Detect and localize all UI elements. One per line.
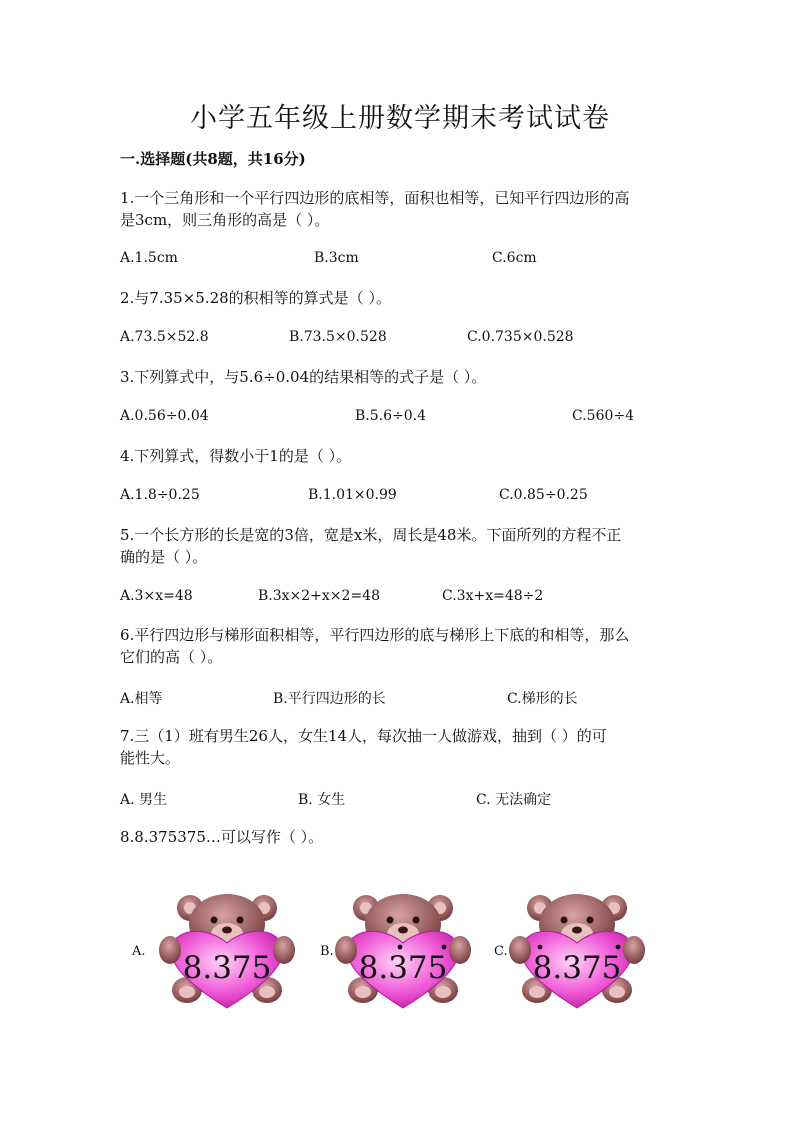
bear-eye bbox=[237, 917, 244, 924]
option-c: C.6cm bbox=[492, 250, 537, 266]
bear-paw-pad bbox=[355, 986, 371, 998]
bear-nose bbox=[398, 927, 408, 934]
bear-eye bbox=[561, 917, 568, 924]
question-text-line1: 4.下列算式，得数小于1的是（ ）。 bbox=[120, 447, 352, 465]
bear-heart-image bbox=[328, 888, 478, 1013]
question-1 bbox=[120, 187, 680, 231]
bear-eye bbox=[413, 917, 420, 924]
option-a: A.相等 bbox=[120, 691, 163, 707]
option-b: B.3x×2+x×2=48 bbox=[258, 588, 380, 604]
repeat-dot bbox=[616, 945, 621, 950]
option-a: A.1.8÷0.25 bbox=[120, 487, 200, 503]
heart-number: 8.375 bbox=[358, 950, 448, 986]
question-5 bbox=[120, 524, 680, 568]
option-a: A.73.5×52.8 bbox=[120, 329, 209, 345]
question-7 bbox=[120, 725, 680, 769]
question-text-line1: 5.一个长方形的长是宽的3倍，宽是x米，周长是48米。下面所列的方程不正 bbox=[120, 526, 622, 544]
option-c-label: C. bbox=[494, 944, 508, 959]
bear-arm-right bbox=[449, 936, 471, 964]
option-c: C.0.85÷0.25 bbox=[499, 487, 588, 503]
bear-heart-image bbox=[152, 888, 302, 1013]
bear-option-a bbox=[152, 888, 302, 1013]
option-b: B.3cm bbox=[314, 250, 359, 266]
option-b: B.5.6÷0.4 bbox=[355, 408, 426, 424]
bear-arm-right bbox=[623, 936, 645, 964]
bear-arm-right bbox=[273, 936, 295, 964]
bear-paw-pad bbox=[179, 986, 195, 998]
option-a: A.1.5cm bbox=[120, 250, 178, 266]
bear-option-c bbox=[502, 888, 652, 1013]
question-text-line2: 确的是（ ）。 bbox=[120, 548, 208, 566]
question-text-line1: 3.下列算式中，与5.6÷0.04的结果相等的式子是（ ）。 bbox=[120, 368, 487, 386]
option-a: A. 男生 bbox=[120, 792, 168, 808]
repeat-dot bbox=[442, 945, 447, 950]
option-a: A.0.56÷0.04 bbox=[120, 408, 209, 424]
bear-option-b bbox=[328, 888, 478, 1013]
heart-number: 8.375 bbox=[182, 950, 272, 986]
repeat-dot bbox=[398, 945, 403, 950]
bear-arm-left bbox=[509, 936, 531, 964]
question-text-line2: 它们的高（ ）。 bbox=[120, 648, 223, 666]
option-c: C. 无法确定 bbox=[476, 792, 552, 808]
question-text-line1: 1.一个三角形和一个平行四边形的底相等，面积也相等，已知平行四边形的高 bbox=[120, 189, 630, 207]
bear-paw-pad bbox=[609, 986, 625, 998]
bear-paw-pad bbox=[259, 986, 275, 998]
question-text-line1: 2.与7.35×5.28的积相等的算式是（ ）。 bbox=[120, 289, 391, 307]
bear-paw-pad bbox=[435, 986, 451, 998]
bear-nose bbox=[572, 927, 582, 934]
page-title: 小学五年级上册数学期末考试试卷 bbox=[190, 103, 610, 134]
bear-arm-left bbox=[159, 936, 181, 964]
question-text-line1: 6.平行四边形与梯形面积相等，平行四边形的底与梯形上下底的和相等，那么 bbox=[120, 626, 630, 644]
question-2 bbox=[120, 287, 680, 309]
bear-paw-pad bbox=[529, 986, 545, 998]
question-8 bbox=[120, 826, 680, 848]
bear-eye bbox=[387, 917, 394, 924]
option-a-label: A. bbox=[132, 944, 146, 959]
question-text-line1: 7.三（1）班有男生26人，女生14人，每次抽一人做游戏，抽到（ ）的可 bbox=[120, 727, 607, 745]
question-text-line2: 能性大。 bbox=[120, 749, 181, 767]
bear-nose bbox=[222, 927, 232, 934]
bear-eye bbox=[211, 917, 218, 924]
section-heading: 一.选择题(共8题，共16分) bbox=[120, 150, 306, 168]
option-a: A.3×x=48 bbox=[120, 588, 193, 604]
option-c: C.0.735×0.528 bbox=[467, 329, 574, 345]
option-b: B.平行四边形的长 bbox=[273, 691, 386, 707]
heart-number: 8.375 bbox=[532, 950, 622, 986]
question-3 bbox=[120, 366, 680, 388]
bear-eye bbox=[587, 917, 594, 924]
bear-arm-left bbox=[335, 936, 357, 964]
option-c: C.3x+x=48÷2 bbox=[442, 588, 544, 604]
bear-heart-image bbox=[502, 888, 652, 1013]
question-4 bbox=[120, 445, 680, 467]
question-6 bbox=[120, 624, 680, 668]
repeat-dot bbox=[538, 945, 543, 950]
option-b-label: B. bbox=[320, 944, 334, 959]
option-c: C.梯形的长 bbox=[507, 691, 578, 707]
question-text-line2: 是3cm，则三角形的高是（ ）。 bbox=[120, 211, 330, 229]
option-b: B.1.01×0.99 bbox=[308, 487, 397, 503]
option-b: B. 女生 bbox=[298, 792, 346, 808]
question-text-line1: 8.8.375375…可以写作（ ）。 bbox=[120, 828, 324, 846]
option-c: C.560÷4 bbox=[572, 408, 635, 424]
option-b: B.73.5×0.528 bbox=[289, 329, 387, 345]
